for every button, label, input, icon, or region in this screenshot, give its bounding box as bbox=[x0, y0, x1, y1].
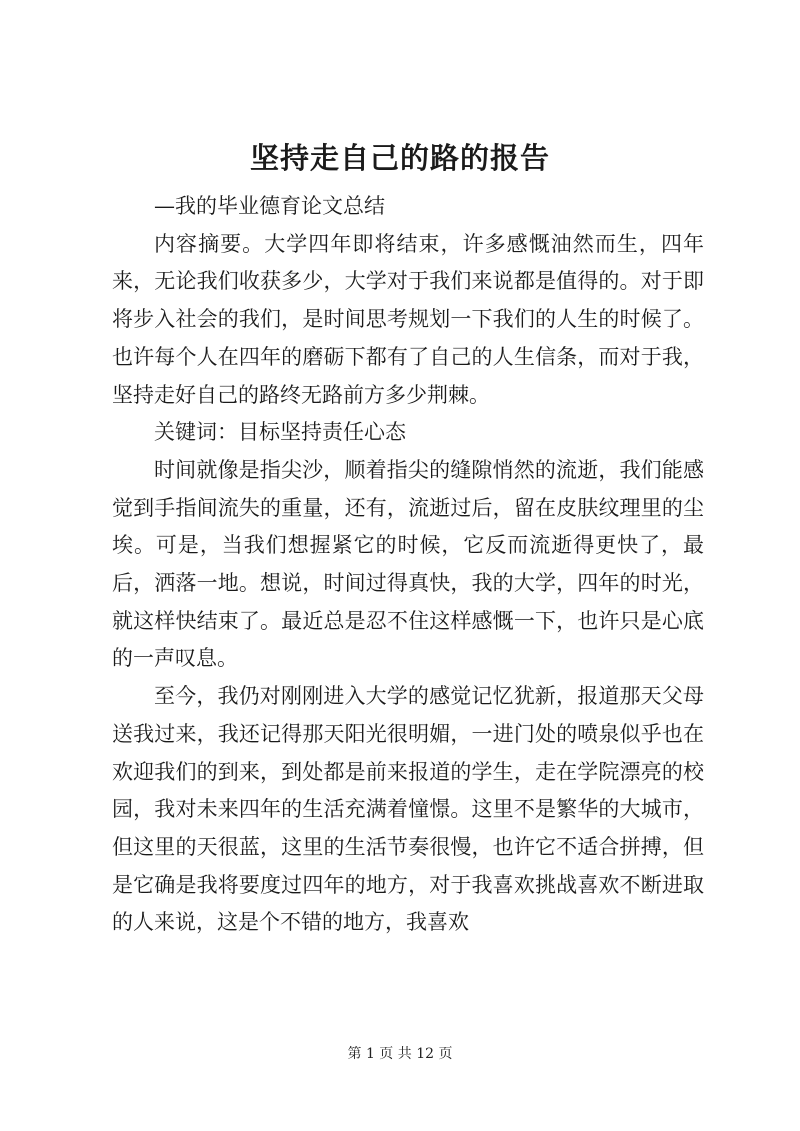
body-paragraph: 至今，我仍对刚刚进入大学的感觉记忆犹新，报道那天父母送我过来，我还记得那天阳光很明媚，一进门处的喷泉似乎也在欢迎我们的到来，到处都是前来报道的学生，走在学院漂亮的校园，我对未来四年的生活充满着憧憬。这里不是繁华的大城市，但这里的天很蓝，这里的生活节奏很慢，也许它不适合拼搏，但是它确是我将要度过四年的地方，对于我喜欢挑战喜欢不断进取的人来说，这是个不错的地方，我喜欢 bbox=[112, 684, 704, 935]
subtitle-paragraph: —我的毕业德育论文总结 bbox=[154, 194, 385, 218]
keywords-paragraph: 关键词：目标坚持责任心态 bbox=[154, 420, 406, 445]
body-paragraph: 时间就像是指尖沙，顺着指尖的缝隙悄然的流逝，我们能感觉到手指间流失的重量，还有，流逝过后，留在皮肤纹理里的尘埃。可是，当我们想握紧它的时候，它反而流逝得更快了，最后，洒落一地。想说，时间过得真快，我的大学，四年的时光，就这样快结束了。最近总是忍不住这样感慨一下，也许只是心底的一声叹息。 bbox=[112, 457, 704, 671]
document-title: 坚持走自己的路的报告 bbox=[249, 141, 550, 175]
document-body bbox=[112, 188, 704, 942]
page-number-footer: 第 1 页 共 12 页 bbox=[347, 1046, 453, 1062]
abstract-paragraph: 内容摘要。大学四年即将结束，许多感慨油然而生，四年来，无论我们收获多少，大学对于我们来说都是值得的。对于即将步入社会的我们，是时间思考规划一下我们的人生的时候了。也许每个人在四年的磨砺下都有了自己的人生信条，而对于我，坚持走好自己的路终无路前方多少荆棘。 bbox=[112, 231, 704, 407]
